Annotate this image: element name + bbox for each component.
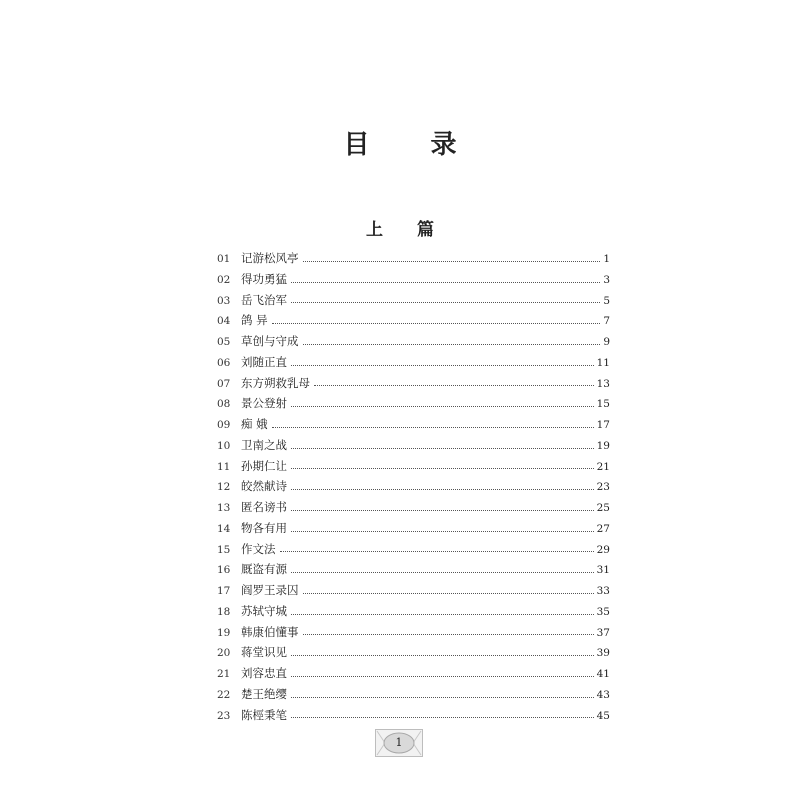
toc-entry-page: 23 xyxy=(596,481,610,494)
section-title: 上 篇 xyxy=(366,220,448,240)
toc-entry-number: 03 xyxy=(217,294,231,307)
toc-entry-number: 12 xyxy=(217,481,231,494)
toc-entry-title: 楚王绝缨 xyxy=(241,686,287,701)
toc-entry[interactable] xyxy=(217,290,610,311)
toc-entry-title: 皎然献诗 xyxy=(241,479,287,494)
toc-leader-dots xyxy=(280,551,594,552)
table-of-contents xyxy=(217,248,610,725)
toc-entry-title: 草创与守成 xyxy=(241,334,299,348)
toc-leader-dots xyxy=(291,510,594,511)
toc-entry[interactable] xyxy=(217,373,610,394)
toc-entry-title: 刘随正直 xyxy=(241,354,287,369)
toc-entry-number: 10 xyxy=(217,439,231,452)
toc-entry-number: 13 xyxy=(217,502,231,514)
toc-entry-page: 19 xyxy=(596,439,610,452)
toc-entry-title: 孙期仁让 xyxy=(241,458,287,473)
toc-entry-title: 痴 娥 xyxy=(241,417,268,431)
toc-entry-title: 卫南之战 xyxy=(241,437,287,452)
toc-entry-page: 7 xyxy=(603,315,610,328)
toc-entry[interactable] xyxy=(217,580,610,601)
toc-leader-dots xyxy=(314,385,594,386)
page-number-badge xyxy=(375,729,423,757)
toc-entry-page: 41 xyxy=(596,668,610,680)
toc-entry-title: 物各有用 xyxy=(241,520,287,535)
toc-entry-title: 厩盗有源 xyxy=(241,562,287,577)
toc-entry[interactable] xyxy=(217,497,610,518)
toc-entry-title: 陈桱秉笔 xyxy=(241,707,287,722)
toc-entry-number: 02 xyxy=(217,273,231,286)
toc-entry[interactable] xyxy=(217,518,610,539)
toc-entry-page: 39 xyxy=(596,647,610,660)
toc-entry[interactable] xyxy=(217,684,610,705)
toc-entry[interactable] xyxy=(217,456,610,477)
toc-entry-number: 05 xyxy=(217,336,231,348)
toc-entry-number: 08 xyxy=(217,398,231,411)
toc-entry[interactable] xyxy=(217,559,610,580)
toc-entry-number: 11 xyxy=(217,460,231,473)
toc-entry-page: 13 xyxy=(596,377,610,390)
toc-leader-dots xyxy=(291,365,594,366)
toc-entry-title: 阎罗王录囚 xyxy=(241,583,299,597)
toc-entry[interactable] xyxy=(217,539,610,560)
toc-leader-dots xyxy=(291,406,594,407)
toc-entry-page: 5 xyxy=(603,294,610,307)
toc-leader-dots xyxy=(303,344,601,345)
toc-entry-title: 韩康伯懂事 xyxy=(241,624,299,639)
toc-entry-title: 鸽 异 xyxy=(241,313,268,328)
toc-entry-page: 31 xyxy=(596,564,610,577)
toc-entry-page: 27 xyxy=(596,522,610,535)
toc-entry[interactable] xyxy=(217,393,610,414)
toc-entry[interactable] xyxy=(217,435,610,456)
toc-entry-title: 记游松风亭 xyxy=(241,251,299,265)
toc-leader-dots xyxy=(303,593,594,594)
toc-entry-title: 岳飞治军 xyxy=(241,292,287,307)
toc-entry-number: 16 xyxy=(217,564,231,577)
toc-entry-number: 22 xyxy=(217,688,231,701)
toc-leader-dots xyxy=(291,572,594,573)
toc-leader-dots xyxy=(272,427,594,428)
toc-entry-number: 19 xyxy=(217,626,231,639)
toc-entry-number: 23 xyxy=(217,709,231,722)
toc-leader-dots xyxy=(291,531,594,532)
toc-leader-dots xyxy=(291,614,594,615)
toc-entry-title: 匿名谤书 xyxy=(241,500,287,514)
toc-entry-number: 01 xyxy=(217,253,231,265)
toc-entry[interactable] xyxy=(217,622,610,643)
toc-entry-page: 1 xyxy=(603,253,610,265)
toc-entry-page: 9 xyxy=(603,336,610,348)
toc-entry-number: 20 xyxy=(217,647,231,660)
toc-entry[interactable] xyxy=(217,352,610,373)
toc-leader-dots xyxy=(272,323,601,324)
toc-entry-page: 3 xyxy=(603,273,610,286)
toc-entry-title: 刘容忠直 xyxy=(241,666,287,680)
toc-leader-dots xyxy=(291,676,594,677)
toc-entry-number: 04 xyxy=(217,315,231,328)
toc-entry[interactable] xyxy=(217,705,610,726)
toc-entry-title: 蒋堂识见 xyxy=(241,645,287,660)
toc-leader-dots xyxy=(291,468,594,469)
toc-entry-page: 37 xyxy=(596,626,610,639)
toc-entry-page: 35 xyxy=(596,605,610,618)
toc-leader-dots xyxy=(291,282,600,283)
toc-leader-dots xyxy=(291,448,594,449)
toc-entry-title: 作文法 xyxy=(241,541,276,556)
toc-entry-number: 18 xyxy=(217,605,231,618)
toc-entry-page: 21 xyxy=(596,460,610,473)
toc-leader-dots xyxy=(291,717,594,718)
toc-leader-dots xyxy=(303,634,594,635)
toc-entry-page: 25 xyxy=(596,502,610,514)
toc-entry[interactable] xyxy=(217,476,610,497)
toc-leader-dots xyxy=(303,261,601,262)
toc-entry-number: 17 xyxy=(217,585,231,597)
toc-entry-title: 得功勇猛 xyxy=(241,271,287,286)
toc-leader-dots xyxy=(291,697,594,698)
toc-entry[interactable] xyxy=(217,310,610,331)
toc-entry-title: 苏轼守城 xyxy=(241,603,287,618)
toc-leader-dots xyxy=(291,302,600,303)
toc-entry[interactable] xyxy=(217,414,610,435)
toc-entry-page: 17 xyxy=(596,419,610,431)
page-title: 目 录 xyxy=(343,130,483,160)
toc-entry-number: 14 xyxy=(217,522,231,535)
toc-entry[interactable] xyxy=(217,601,610,622)
toc-entry-number: 09 xyxy=(217,419,231,431)
toc-entry-page: 11 xyxy=(596,356,610,369)
toc-entry-number: 21 xyxy=(217,668,231,680)
toc-entry[interactable] xyxy=(217,269,610,290)
toc-entry-page: 15 xyxy=(596,398,610,411)
toc-entry-title: 景公登射 xyxy=(241,396,287,411)
toc-entry[interactable] xyxy=(217,663,610,684)
page-number: 1 xyxy=(395,736,403,749)
toc-entry-page: 43 xyxy=(596,688,610,701)
toc-entry[interactable] xyxy=(217,642,610,663)
toc-entry-page: 45 xyxy=(596,709,610,722)
toc-entry[interactable] xyxy=(217,331,610,352)
toc-entry-page: 29 xyxy=(596,543,610,556)
toc-leader-dots xyxy=(291,655,594,656)
toc-entry-number: 06 xyxy=(217,356,231,369)
toc-entry-title: 东方朔救乳母 xyxy=(241,375,310,390)
toc-leader-dots xyxy=(291,489,594,490)
toc-entry-number: 15 xyxy=(217,543,231,556)
toc-entry-number: 07 xyxy=(217,377,231,390)
toc-entry[interactable] xyxy=(217,248,610,269)
toc-entry-page: 33 xyxy=(596,585,610,597)
